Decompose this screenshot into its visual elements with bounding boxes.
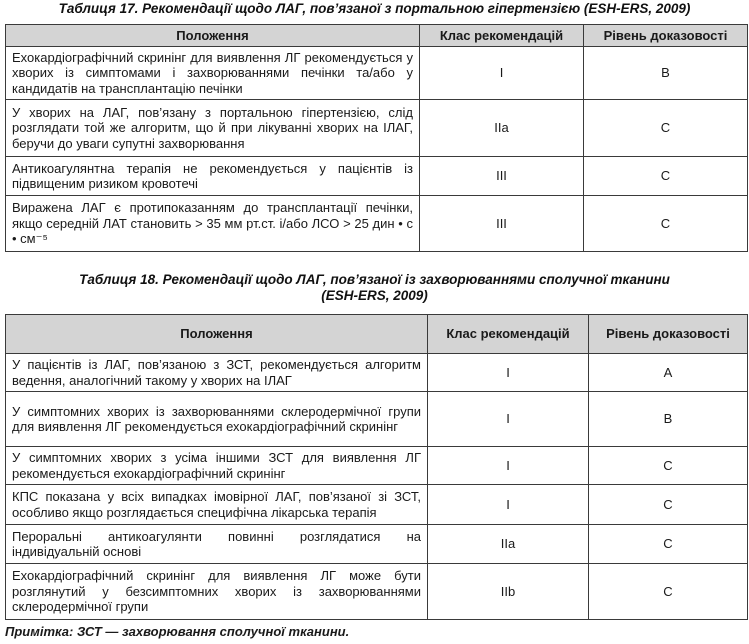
row-class: I xyxy=(428,392,589,447)
row-class: I xyxy=(428,447,589,485)
column-header-level: Рівень доказовості xyxy=(584,25,748,47)
column-header-level: Рівень доказовості xyxy=(589,315,748,354)
row-statement: У хворих на ЛАГ, пов’язану з портальною гіпертензією, слід розглядати той же алгоритм, що й при лікуванні хворих на ІЛАГ, беручи до уваги супутні захворювання xyxy=(6,100,420,157)
row-class: III xyxy=(420,157,584,196)
column-header-class: Клас рекомендацій xyxy=(420,25,584,47)
column-header-class: Клас рекомендацій xyxy=(428,315,589,354)
table-row xyxy=(6,392,748,447)
column-header-position: Положення xyxy=(6,315,428,354)
row-statement: Пероральні антикоагулянти повинні розглядатися на індивідуальній основі xyxy=(6,525,428,564)
row-class: I xyxy=(428,354,589,392)
table-row xyxy=(6,447,748,485)
table-18-header-row xyxy=(6,315,748,354)
row-level: B xyxy=(584,47,748,100)
row-class: I xyxy=(420,47,584,100)
table-row xyxy=(6,100,748,157)
table-row xyxy=(6,354,748,392)
row-level: C xyxy=(589,485,748,525)
row-statement: У симптомних хворих з усіма іншими ЗСТ для виявлення ЛГ рекомендується ехокардіографічний скринінг xyxy=(6,447,428,485)
row-level: C xyxy=(584,100,748,157)
row-statement: Ехокардіографічний скринінг для виявлення ЛГ рекомендується у хворих із симптомами і захворюваннями печінки та/або у кандидатів на трансплантацію печінки xyxy=(6,47,420,100)
row-statement: КПС показана у всіх випадках імовірної ЛАГ, пов’язаної зі ЗСТ, особливо якщо розглядається специфічна лікарська терапія xyxy=(6,485,428,525)
row-class: IIa xyxy=(420,100,584,157)
table-17-caption: Таблиця 17. Рекомендації щодо ЛАГ, пов’язаної з портальною гіпертензією (ESH-ERS, 2009) xyxy=(58,1,691,16)
table-18-caption xyxy=(40,272,709,304)
row-statement: Антикоагулянтна терапія не рекомендується у пацієнтів із підвищеним ризиком кровотечі xyxy=(6,157,420,196)
row-level: C xyxy=(584,157,748,196)
row-class: III xyxy=(420,196,584,252)
table-row xyxy=(6,157,748,196)
row-level: C xyxy=(589,564,748,620)
table-row xyxy=(6,564,748,620)
row-statement: Виражена ЛАГ є протипоказанням до трансплантації печінки, якщо середній ЛАТ становить > 35 мм рт.ст. і/або ЛСО > 25 дин • с • см⁻⁵ xyxy=(6,196,420,252)
row-level: B xyxy=(589,392,748,447)
row-level: C xyxy=(584,196,748,252)
table-18-caption-line-1: Таблиця 18. Рекомендації щодо ЛАГ, пов’язаної із захворюваннями сполучної тканини xyxy=(79,272,670,287)
row-level: A xyxy=(589,354,748,392)
row-class: IIb xyxy=(428,564,589,620)
row-statement: У симптомних хворих із захворюваннями склеродермічної групи для виявлення ЛГ рекомендується ехокардіографічний скринінг xyxy=(6,392,428,447)
row-class: I xyxy=(428,485,589,525)
row-statement: Ехокардіографічний скринінг для виявлення ЛГ може бути розглянутий у безсимптомних хворих із захворюваннями склеродермічної групи xyxy=(6,564,428,620)
row-level: C xyxy=(589,525,748,564)
row-level: C xyxy=(589,447,748,485)
table-17 xyxy=(5,24,748,252)
table-row xyxy=(6,485,748,525)
footnote: Примітка: ЗСТ — захворювання сполучної тканини. xyxy=(5,624,350,639)
row-statement: У пацієнтів із ЛАГ, пов’язаною з ЗСТ, рекомендується алгоритм ведення, аналогічний такому у хворих на ІЛАГ xyxy=(6,354,428,392)
column-header-position: Положення xyxy=(6,25,420,47)
table-18 xyxy=(5,314,748,620)
table-17-header-row xyxy=(6,25,748,47)
row-class: IIa xyxy=(428,525,589,564)
table-row xyxy=(6,47,748,100)
table-row xyxy=(6,196,748,252)
table-18-caption-line-2: (ESH-ERS, 2009) xyxy=(321,288,428,303)
table-row xyxy=(6,525,748,564)
